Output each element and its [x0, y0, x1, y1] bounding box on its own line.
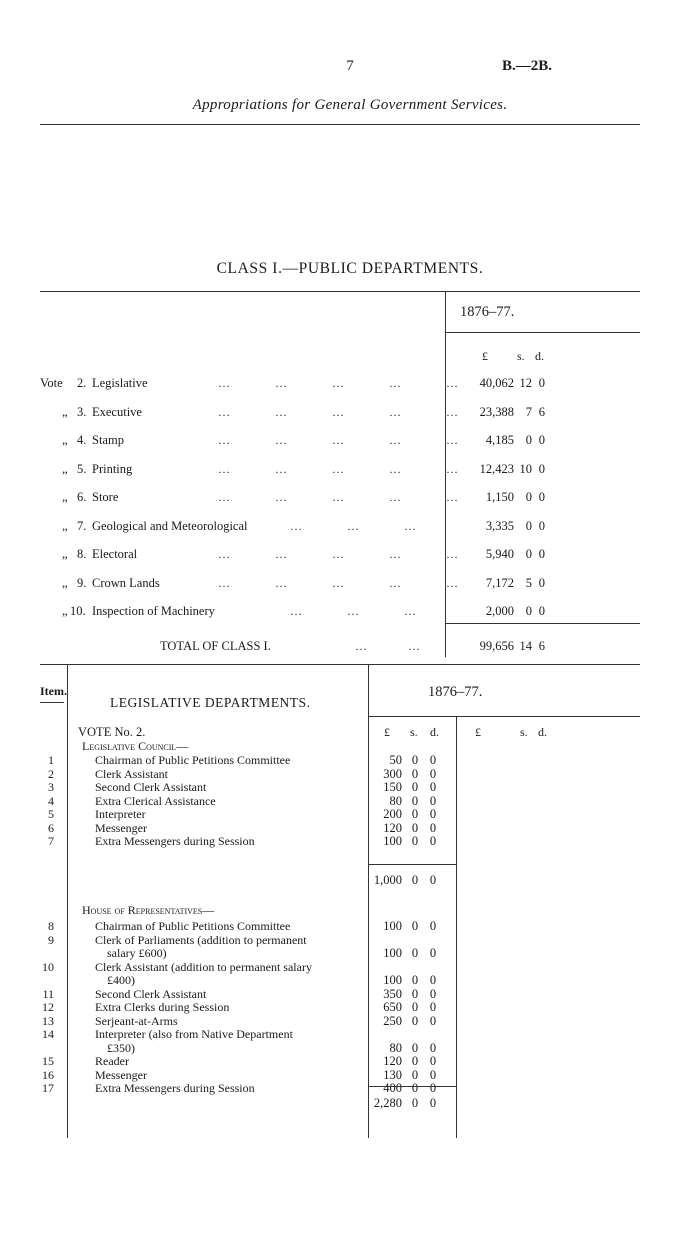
summary-pence: 0	[538, 433, 545, 447]
house-item-pence: 0	[429, 1067, 437, 1082]
summary-leader-dots: … … … … …	[218, 404, 459, 419]
house-item-number: 9	[48, 932, 54, 947]
summary-shillings: 0	[525, 604, 532, 618]
council-item-pounds: 80	[389, 793, 402, 808]
house-item-label: Interpreter (also from Native Department	[95, 1027, 293, 1041]
council-item-label: Clerk Assistant	[95, 766, 169, 781]
detail-total-column-rule	[456, 716, 457, 1138]
house-item-label: Messenger	[95, 1067, 147, 1082]
house-item-pence: 0	[429, 1000, 437, 1014]
council-item-pence: 0	[429, 753, 437, 767]
summary-leader-dots: … … …	[290, 518, 417, 533]
council-item-shillings: 0	[411, 807, 419, 821]
page-number: 7	[346, 58, 354, 74]
house-item-shillings: 0	[411, 1067, 419, 1082]
page-subtitle: Appropriations for General Government Services.	[192, 97, 508, 113]
summary-pence: 0	[538, 575, 545, 590]
house-item-pounds: 100	[383, 919, 402, 933]
house-item-number: 17	[42, 1081, 54, 1095]
council-item-number: 4	[48, 793, 54, 808]
house-item-label-continued: salary £600)	[107, 946, 167, 960]
summary-total-pounds: 99,656	[479, 639, 514, 653]
summary-shillings: 12	[519, 376, 532, 390]
council-item-pence: 0	[429, 766, 437, 781]
house-item-number: 14	[42, 1027, 54, 1041]
house-item-label-continued: £350)	[107, 1040, 135, 1055]
summary-pounds: 3,335	[485, 518, 514, 533]
council-subtotal-shillings: 0	[411, 873, 419, 887]
summary-vote-label: Executive	[92, 404, 142, 419]
house-item-shillings: 0	[411, 946, 419, 960]
house-item-number: 11	[42, 986, 54, 1001]
council-item-shillings: 0	[411, 753, 419, 767]
summary-total-leader: … …	[355, 639, 421, 653]
summary-shilling-header: s.	[517, 349, 525, 363]
summary-vote-number: 9.	[77, 575, 87, 590]
house-item-label: Clerk of Parliaments (addition to permanent	[95, 932, 307, 947]
council-item-pence: 0	[429, 807, 437, 821]
council-item-pence: 0	[429, 780, 437, 794]
header-rule	[40, 124, 640, 125]
summary-pence: 0	[538, 547, 545, 561]
summary-total-pence: 6	[538, 639, 545, 653]
summary-pence: 0	[538, 518, 545, 533]
summary-vote-number: 3.	[77, 404, 87, 419]
house-item-pounds: 120	[383, 1054, 402, 1068]
house-item-pounds: 80	[389, 1040, 402, 1055]
summary-pounds: 1,150	[485, 490, 514, 504]
detail-year-rule	[368, 716, 640, 717]
council-item-shillings: 0	[411, 820, 419, 835]
house-item-number: 13	[42, 1013, 54, 1028]
summary-pence: 0	[538, 490, 545, 504]
summary-top-rule	[40, 291, 640, 292]
summary-vote-number: 10.	[70, 604, 86, 618]
house-item-pence: 0	[429, 1013, 437, 1028]
house-item-shillings: 0	[411, 1013, 419, 1028]
house-item-number: 16	[42, 1067, 54, 1082]
council-item-label: Extra Clerical Assistance	[95, 793, 216, 808]
summary-vote-prefix: „	[62, 604, 68, 618]
summary-vote-prefix: „	[62, 404, 68, 419]
detail-top-rule	[40, 664, 640, 665]
summary-pounds: 40,062	[479, 376, 514, 390]
summary-vote-label: Crown Lands	[92, 575, 160, 590]
house-subtotal-pounds: 2,280	[373, 1096, 402, 1110]
house-item-label: Second Clerk Assistant	[95, 986, 207, 1001]
summary-shillings: 10	[519, 461, 532, 476]
council-heading: Legislative Council—	[82, 739, 189, 753]
house-item-pence: 0	[429, 1081, 437, 1095]
house-item-number: 8	[48, 919, 54, 933]
detail-total-shilling-header: s.	[520, 725, 528, 739]
summary-leader-dots: … … … … …	[218, 376, 459, 390]
council-item-pounds: 50	[389, 753, 402, 767]
summary-leader-dots: … … … … …	[218, 575, 459, 590]
summary-vote-label: Legislative	[92, 376, 148, 390]
summary-vote-number: 5.	[77, 461, 87, 476]
summary-pounds: 23,388	[479, 404, 514, 419]
house-item-number: 12	[42, 1000, 54, 1014]
summary-vote-number: 4.	[77, 433, 87, 447]
house-item-shillings: 0	[411, 1081, 419, 1095]
summary-pence: 6	[538, 404, 545, 419]
summary-vote-label: Geological and Meteorological	[92, 518, 248, 533]
summary-leader-dots: … … …	[290, 604, 417, 618]
detail-amount-column-rule	[368, 664, 369, 1138]
summary-shillings: 0	[525, 518, 532, 533]
council-item-number: 1	[48, 753, 54, 767]
summary-total-rule	[445, 623, 640, 624]
house-item-pounds: 400	[383, 1081, 402, 1095]
house-item-pounds: 100	[383, 946, 402, 960]
house-subtotal-pence: 0	[429, 1096, 437, 1110]
council-item-shillings: 0	[411, 793, 419, 808]
house-item-shillings: 0	[411, 1000, 419, 1014]
council-subtotal-rule	[368, 864, 456, 865]
document-code: B.—2B.	[501, 58, 552, 74]
house-item-shillings: 0	[411, 986, 419, 1001]
council-item-number: 6	[48, 820, 54, 835]
house-item-number: 15	[42, 1054, 54, 1068]
summary-pence: 0	[538, 604, 545, 618]
vote-heading: VOTE No. 2.	[78, 725, 146, 739]
house-subtotal-rule	[368, 1086, 456, 1087]
summary-pounds: 12,423	[479, 461, 514, 476]
house-item-pence: 0	[429, 1054, 437, 1068]
summary-pounds: 5,940	[485, 547, 514, 561]
house-item-number: 10	[42, 959, 54, 974]
summary-leader-dots: … … … … …	[218, 490, 459, 504]
detail-year: 1876–77.	[428, 684, 483, 700]
detail-total-pound-header: £	[475, 725, 481, 739]
summary-leader-dots: … … … … …	[218, 433, 459, 447]
council-item-pounds: 150	[383, 780, 402, 794]
council-item-pounds: 200	[383, 807, 402, 821]
house-item-shillings: 0	[411, 1040, 419, 1055]
summary-vote-prefix: „	[62, 547, 68, 561]
item-header-rule	[40, 702, 64, 703]
summary-year: 1876–77.	[460, 304, 515, 320]
detail-total-pence-header: d.	[538, 725, 547, 739]
summary-vote-number: 2.	[77, 376, 87, 390]
house-item-label: Extra Clerks during Session	[95, 1000, 230, 1014]
house-item-pounds: 650	[383, 1000, 402, 1014]
summary-pence-header: d.	[535, 349, 544, 363]
council-item-label: Messenger	[95, 820, 147, 835]
summary-shillings: 0	[525, 433, 532, 447]
council-item-label: Interpreter	[95, 807, 146, 821]
summary-pounds: 7,172	[485, 575, 514, 590]
summary-vote-label: Electoral	[92, 547, 138, 561]
summary-leader-dots: … … … … …	[218, 461, 459, 476]
summary-vote-prefix: „	[62, 461, 68, 476]
council-item-shillings: 0	[411, 766, 419, 781]
summary-vote-prefix: „	[62, 433, 68, 447]
summary-vote-label: Store	[92, 490, 119, 504]
council-item-shillings: 0	[411, 834, 419, 848]
summary-shillings: 7	[525, 404, 532, 419]
summary-year-rule	[445, 332, 640, 333]
detail-section-title: LEGISLATIVE DEPARTMENTS.	[110, 695, 311, 710]
house-item-label: Clerk Assistant (addition to permanent salary	[95, 959, 312, 974]
council-item-label: Second Clerk Assistant	[95, 780, 207, 794]
house-item-label: Extra Messengers during Session	[95, 1081, 255, 1095]
council-item-shillings: 0	[411, 780, 419, 794]
council-item-number: 2	[48, 766, 54, 781]
summary-total-shillings: 14	[519, 639, 532, 653]
house-item-pence: 0	[429, 919, 437, 933]
summary-total-label: TOTAL OF CLASS I.	[160, 639, 271, 653]
house-item-pounds: 130	[383, 1067, 402, 1082]
council-item-number: 5	[48, 807, 54, 821]
council-subtotal-pounds: 1,000	[373, 873, 402, 887]
summary-vote-label: Stamp	[92, 433, 124, 447]
house-item-label: Reader	[95, 1054, 129, 1068]
summary-vote-prefix: „	[62, 518, 68, 533]
house-item-pence: 0	[429, 986, 437, 1001]
house-subtotal-shillings: 0	[411, 1096, 419, 1110]
council-item-label: Chairman of Public Petitions Committee	[95, 753, 291, 767]
summary-leader-dots: … … … … …	[218, 547, 459, 561]
house-item-pence: 0	[429, 973, 437, 987]
class-title: CLASS I.—PUBLIC DEPARTMENTS.	[216, 260, 484, 277]
council-item-number: 7	[48, 834, 54, 848]
house-heading: House of Representatives—	[82, 903, 215, 917]
house-item-shillings: 0	[411, 973, 419, 987]
house-item-shillings: 0	[411, 1054, 419, 1068]
house-item-shillings: 0	[411, 919, 419, 933]
summary-vote-label: Printing	[92, 461, 133, 476]
summary-vote-prefix: Vote	[40, 376, 63, 390]
summary-vote-number: 8.	[77, 547, 87, 561]
detail-pound-header: £	[384, 725, 390, 739]
house-item-pounds: 250	[383, 1013, 402, 1028]
council-item-pounds: 120	[383, 820, 402, 835]
council-subtotal-pence: 0	[429, 873, 437, 887]
summary-vote-number: 7.	[77, 518, 87, 533]
summary-pence: 0	[538, 461, 545, 476]
detail-pence-header: d.	[430, 725, 439, 739]
council-item-pence: 0	[429, 820, 437, 835]
council-item-pounds: 300	[383, 766, 402, 781]
summary-vote-prefix: „	[62, 490, 68, 504]
summary-pence: 0	[538, 376, 545, 390]
summary-vote-number: 6.	[77, 490, 87, 504]
council-item-pence: 0	[429, 793, 437, 808]
summary-shillings: 0	[525, 490, 532, 504]
summary-shillings: 0	[525, 547, 532, 561]
detail-item-column-rule	[67, 664, 68, 1138]
house-item-label: Chairman of Public Petitions Committee	[95, 919, 291, 933]
house-item-label: Serjeant-at-Arms	[95, 1013, 178, 1028]
house-item-label-continued: £400)	[107, 973, 135, 987]
summary-pounds: 4,185	[485, 433, 514, 447]
summary-pound-header: £	[482, 349, 488, 363]
summary-vote-prefix: „	[62, 575, 68, 590]
detail-shilling-header: s.	[410, 725, 418, 739]
house-item-pounds: 100	[383, 973, 402, 987]
item-header: Item.	[40, 684, 67, 698]
council-item-label: Extra Messengers during Session	[95, 834, 255, 848]
house-item-pence: 0	[429, 1040, 437, 1055]
summary-vote-label: Inspection of Machinery	[92, 604, 215, 618]
house-item-pounds: 350	[383, 986, 402, 1001]
summary-shillings: 5	[525, 575, 532, 590]
council-item-pence: 0	[429, 834, 437, 848]
house-item-pence: 0	[429, 946, 437, 960]
council-item-pounds: 100	[383, 834, 402, 848]
summary-pounds: 2,000	[485, 604, 514, 618]
council-item-number: 3	[48, 780, 54, 794]
